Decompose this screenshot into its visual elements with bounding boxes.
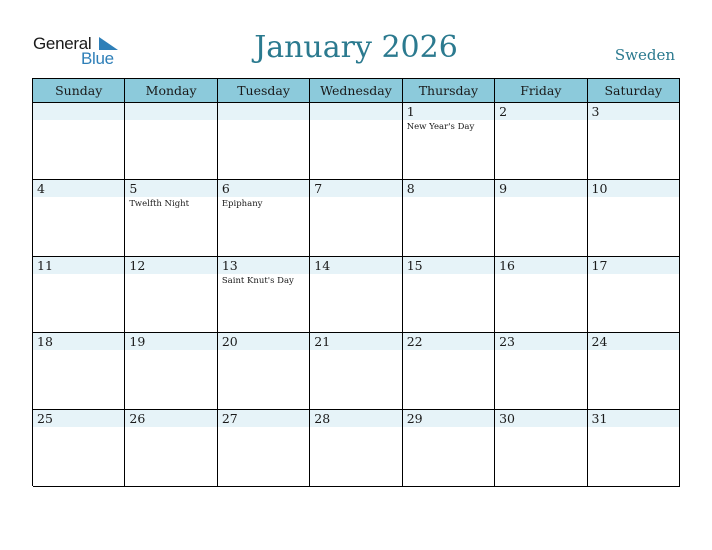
day-cell xyxy=(33,180,125,257)
day-cell xyxy=(218,257,310,334)
day-number: 31 xyxy=(591,411,608,427)
day-cell xyxy=(310,257,402,334)
day-cell xyxy=(495,257,587,334)
day-number: 26 xyxy=(129,411,146,427)
calendar-grid xyxy=(32,78,680,486)
day-number: 5 xyxy=(129,180,138,196)
weekday-header: Friday xyxy=(495,79,587,103)
day-number: 2 xyxy=(499,104,508,119)
day-cell xyxy=(33,333,125,410)
day-cell xyxy=(125,257,217,334)
day-number: 9 xyxy=(499,180,508,196)
day-cell xyxy=(403,410,495,487)
week-row xyxy=(33,103,680,180)
day-cell xyxy=(218,180,310,257)
day-cell xyxy=(310,180,402,257)
day-cell xyxy=(403,257,495,334)
week-row xyxy=(33,257,680,334)
day-cell xyxy=(310,410,402,487)
week-row xyxy=(33,333,680,410)
day-number: 22 xyxy=(406,334,423,350)
day-cell xyxy=(125,103,217,180)
day-number: 27 xyxy=(221,411,238,427)
day-number: 1 xyxy=(406,104,415,119)
day-number: 3 xyxy=(591,104,600,119)
day-number: 21 xyxy=(314,334,331,350)
day-cell xyxy=(403,103,495,180)
day-number: 11 xyxy=(37,257,53,273)
day-number: 28 xyxy=(314,411,331,427)
day-cell xyxy=(33,257,125,334)
day-band xyxy=(310,103,401,120)
day-cell xyxy=(495,410,587,487)
day-cell xyxy=(125,333,217,410)
day-number: 14 xyxy=(314,257,331,273)
day-cell xyxy=(218,103,310,180)
day-number: 17 xyxy=(591,257,608,273)
day-number: 25 xyxy=(37,411,53,427)
day-band xyxy=(588,103,679,120)
day-cell xyxy=(588,180,680,257)
country-label: Sweden xyxy=(614,46,675,64)
day-number: 7 xyxy=(314,180,323,196)
week-row xyxy=(33,180,680,257)
week-row xyxy=(33,410,680,487)
day-number: 30 xyxy=(499,411,516,427)
day-number: 6 xyxy=(221,180,230,196)
day-band xyxy=(403,180,494,197)
weekday-header: Tuesday xyxy=(218,79,310,103)
day-band xyxy=(33,180,124,197)
day-number: 23 xyxy=(499,334,516,350)
day-band xyxy=(218,103,309,120)
holiday-label: Epiphany xyxy=(221,198,263,209)
holiday-label: Twelfth Night xyxy=(129,198,190,209)
day-band xyxy=(495,103,586,120)
day-band xyxy=(403,103,494,120)
day-cell xyxy=(495,333,587,410)
day-band xyxy=(125,103,216,120)
day-number: 19 xyxy=(129,334,146,350)
day-cell xyxy=(310,103,402,180)
day-band xyxy=(218,180,309,197)
day-number: 18 xyxy=(37,334,53,350)
holiday-label: Saint Knut's Day xyxy=(221,275,294,286)
day-number: 13 xyxy=(221,257,238,273)
weekday-header: Monday xyxy=(125,79,217,103)
day-cell xyxy=(588,257,680,334)
logo-blue-text: Blue xyxy=(81,49,114,68)
day-cell xyxy=(495,180,587,257)
day-cell xyxy=(588,333,680,410)
weekday-header: Saturday xyxy=(588,79,680,103)
day-number: 16 xyxy=(499,257,516,273)
day-number: 20 xyxy=(221,334,238,350)
day-cell xyxy=(403,333,495,410)
day-cell xyxy=(218,333,310,410)
day-band xyxy=(495,180,586,197)
day-number: 15 xyxy=(406,257,423,273)
day-cell xyxy=(495,103,587,180)
day-number: 24 xyxy=(591,334,608,350)
holiday-label: New Year's Day xyxy=(406,122,475,132)
weekday-header-row xyxy=(33,79,680,103)
day-band xyxy=(33,103,124,120)
weekday-header: Sunday xyxy=(33,79,125,103)
day-cell xyxy=(218,410,310,487)
day-band xyxy=(310,180,401,197)
day-number: 8 xyxy=(406,180,415,196)
day-cell xyxy=(33,410,125,487)
calendar-title: January 2026 xyxy=(254,30,458,65)
day-cell xyxy=(125,180,217,257)
day-number: 4 xyxy=(37,180,45,196)
day-cell xyxy=(33,103,125,180)
day-cell xyxy=(125,410,217,487)
day-cell xyxy=(588,103,680,180)
day-cell xyxy=(310,333,402,410)
weekday-header: Wednesday xyxy=(310,79,402,103)
day-number: 29 xyxy=(406,411,423,427)
day-number: 10 xyxy=(591,180,608,196)
logo-general-text: General xyxy=(33,34,92,53)
day-number: 12 xyxy=(129,257,146,273)
weekday-header: Thursday xyxy=(403,79,495,103)
day-cell xyxy=(403,180,495,257)
day-cell xyxy=(588,410,680,487)
weeks-container xyxy=(33,103,680,487)
day-band xyxy=(125,180,216,197)
